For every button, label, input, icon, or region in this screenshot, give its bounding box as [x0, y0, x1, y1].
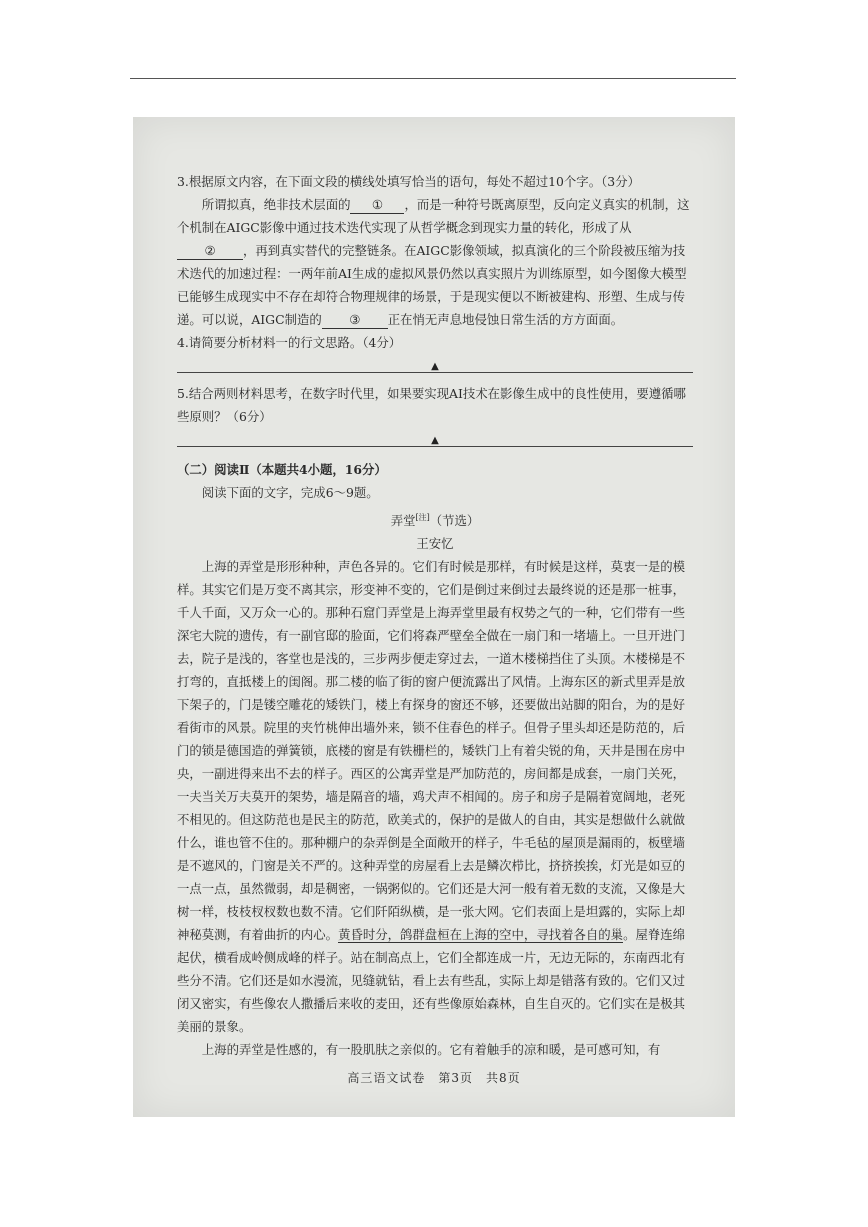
- blank-1[interactable]: ①: [350, 197, 404, 214]
- title-note: [注]: [415, 513, 430, 522]
- q3-text-a: 所谓拟真，绝非技术层面的: [201, 197, 351, 212]
- question-3-prompt: 3.根据原文内容，在下面文段的横线处填写恰当的语句，每处不超过10个字。（3分）: [177, 174, 640, 189]
- title-text: 弄堂: [390, 513, 416, 529]
- answer-rule: [177, 372, 693, 373]
- passage-title: [177, 506, 693, 532]
- section-2-instruction: 阅读下面的文字，完成6～9题。: [201, 485, 379, 500]
- answer-marker-icon: ▲: [431, 361, 439, 372]
- answer-rule: [177, 446, 693, 447]
- page-footer: 高三语文试卷 第3页 共8页: [347, 1071, 521, 1085]
- title-suffix: （节选）: [429, 513, 480, 529]
- q3-text-d: 正在悄无声息地侵蚀日常生活的方方面面。: [387, 312, 624, 327]
- q3-text-b: ，而是一种符号既离原型，反向定义真实的机制，这个机制在AIGC影像中通过技术迭代实现了从哲学概念到现实力量的转化，形成了从: [177, 197, 690, 235]
- passage-author: 王安忆: [416, 536, 454, 552]
- answer-marker-icon: ▲: [431, 435, 439, 446]
- blank-3[interactable]: ③: [322, 312, 388, 329]
- answer-line-q5[interactable]: [177, 430, 693, 452]
- answer-line-q4[interactable]: [177, 356, 693, 378]
- question-3-passage: [177, 193, 693, 331]
- question-4-prompt: 4.请简要分析材料一的行文思路。（4分）: [177, 335, 402, 350]
- passage-paragraph-2: 上海的弄堂是性感的，有一股肌肤之亲似的。它有着触手的凉和暖，是可感可知，有: [201, 1042, 661, 1058]
- top-rule: [130, 78, 736, 79]
- q3-text-c: ，再到真实替代的完整链条。在AIGC影像领域，拟真演化的三个阶段被压缩为技术迭代的加速过程：一两年前AI生成的虚拟风景仍然以真实照片为训练原型，如今图像大模型已能够生成现实中不存在却符合物理规律的场景，于是现实便以不断被建构、形塑、生成与传递。可以说，AIGC制造的: [177, 243, 687, 327]
- para1-text-b: 。屋脊连绵起伏，横看成岭侧成峰的样子。站在制高点上，它们全都连成一片，无边无际的，东南西北有些分不清。它们还是如水漫流，见缝就钻，看上去有些乱，实际上却是错落有致的。它们又过闭又密实，有些像农人撒播后来收的麦田，还有些像原始森林，自生自灭的。它们实在是极其美丽的景象。: [177, 927, 686, 1035]
- para1-text-a: 上海的弄堂是形形种种，声色各异的。它们有时候是那样，有时候是这样，莫衷一是的模样。其实它们是万变不离其宗，形变神不变的，它们是倒过来倒过去最终说的还是那一桩事，千人千面，又万众一心的。那种石窟门弄堂是上海弄堂里最有权势之气的一种，它们带有一些深宅大院的遗传，有一副官邸的脸面，它们将森严壁垒全做在一扇门和一堵墙上。一旦开进门去，院子是浅的，客堂也是浅的，三步两步便走穿过去，一道木楼梯挡住了头顶。木楼梯是不打弯的，直抵楼上的闺阁。那二楼的临了街的窗户便流露出了风情。上海东区的新式里弄是放下架子的，门是镂空雕花的矮铁门，楼上有探身的窗还不够，还要做出站脚的阳台，为的是好看街市的风景。院里的夹竹桃伸出墙外来，锁不住春色的样子。但骨子里头却还是防范的，后门的锁是德国造的弹簧锁，底楼的窗是有铁栅栏的，矮铁门上有着尖锐的角，天井是围在房中央，一副进得来出不去的样子。西区的公寓弄堂是严加防范的，房间都是成套，一扇门关死，一夫当关万夫莫开的架势，墙是隔音的墙，鸡犬声不相闻的。房子和房子是隔着宽阔地，老死不相见的。但这防范也是民主的防范，欧美式的，保护的是做人的自由，其实是想做什么就做什么，谁也管不住的。那种棚户的杂弄倒是全面敞开的样子，牛毛毡的屋顶是漏雨的，板壁墙是不遮风的，门窗是关不严的。这种弄堂的房屋看上去是鳞次栉比，挤挤挨挨，灯光是如豆的一点一点，虽然微弱，却是稠密，一锅粥似的。它们还是大河一般有着无数的支流，又像是大树一样，枝枝杈杈数也数不清。它们阡陌纵横，是一张大网。它们表面上是坦露的，实际上却神秘莫测，有着曲折的内心。: [177, 559, 686, 943]
- exam-page: [133, 117, 735, 1117]
- section-2-heading: （二）阅读Ⅱ（本题共4小题，16分）: [177, 462, 387, 477]
- passage-paragraph-1: [177, 555, 693, 1038]
- underlined-sentence: 黄昏时分，鸽群盘桓在上海的空中，寻找着各自的巢: [338, 927, 624, 943]
- blank-2[interactable]: ②: [177, 243, 243, 260]
- question-5-prompt: 5.结合两则材料思考，在数字时代里，如果要实现AI技术在影像生成中的良性使用，要遵循哪些原则？（6分）: [177, 386, 686, 424]
